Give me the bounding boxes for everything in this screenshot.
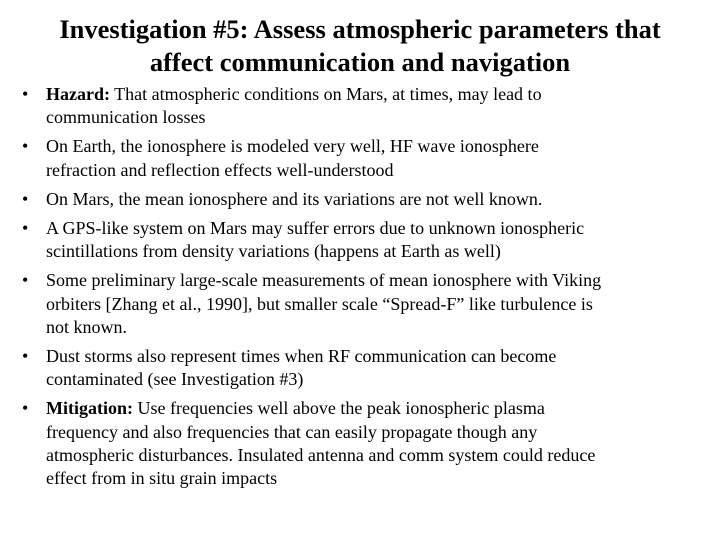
bullet-line	[46, 135, 712, 158]
bullet-item	[22, 188, 712, 211]
bullet-dot: •	[22, 270, 29, 291]
bullet-text: That atmospheric conditions on Mars, at times, may lead to	[109, 84, 542, 104]
bullet-text: contaminated (see Investigation #3)	[46, 369, 304, 390]
bullet-line	[46, 345, 712, 368]
bullet-item	[22, 397, 712, 490]
bullet-text: Use frequencies well above the peak ionospheric plasma	[133, 398, 545, 419]
bullet-text: A GPS-like system on Mars may suffer errors due to unknown ionospheric	[46, 218, 585, 239]
bullet-text: refraction and reflection effects well-understood	[46, 159, 394, 180]
bullet-line	[46, 316, 712, 339]
slide-title-line-2: affect communication and navigation	[149, 47, 571, 77]
bullet-text: not known.	[46, 316, 127, 337]
bullet-dot: •	[22, 218, 29, 239]
bullet-line	[46, 269, 712, 292]
bullet-dot: •	[22, 136, 29, 157]
bullet-text: Some preliminary large-scale measurements of mean ionosphere with Viking	[46, 270, 602, 291]
bullet-text: Dust storms also represent times when RF communication can become	[46, 346, 557, 367]
bullet-line	[46, 421, 712, 444]
bullet-line	[46, 83, 712, 106]
bullet-line	[46, 106, 712, 129]
bullet-text: atmospheric disturbances. Insulated antenna and comm system could reduce	[46, 444, 596, 465]
bullet-dot: •	[22, 398, 29, 419]
bullet-line	[46, 397, 712, 420]
bullet-label: Hazard:	[46, 84, 110, 104]
bullet-text: communication losses	[46, 107, 206, 128]
bullet-dot: •	[22, 188, 29, 209]
bullet-item	[22, 345, 712, 391]
bullet-text: frequency and also frequencies that can easily propagate though any	[46, 421, 538, 442]
bullet-dot: •	[22, 84, 29, 104]
bullet-line	[46, 240, 712, 263]
bullet-item	[22, 217, 712, 263]
bullet-line	[46, 368, 712, 391]
bullet-item	[22, 83, 712, 129]
bullet-line	[46, 217, 712, 240]
bullet-text: On Earth, the ionosphere is modeled very well, HF wave ionosphere	[46, 136, 539, 157]
bullet-dot: •	[22, 346, 29, 367]
bullet-item	[22, 135, 712, 181]
bullet-line	[46, 188, 712, 211]
slide-title-line-1: Investigation #5: Assess atmospheric parameters that	[59, 14, 661, 44]
bullet-text: orbiters [Zhang et al., 1990], but smaller scale “Spread-F” like turbulence is	[46, 293, 593, 314]
bullet-line	[46, 444, 712, 467]
bullet-list	[22, 83, 712, 496]
bullet-line	[46, 467, 712, 490]
bullet-text: On Mars, the mean ionosphere and its variations are not well known.	[46, 188, 543, 209]
bullet-text: scintillations from density variations (happens at Earth as well)	[46, 241, 501, 262]
bullet-line	[46, 159, 712, 182]
bullet-label: Mitigation:	[46, 398, 133, 419]
bullet-text: effect from in situ grain impacts	[46, 468, 278, 489]
bullet-item	[22, 269, 712, 339]
slide-title	[20, 13, 700, 79]
bullet-line	[46, 293, 712, 316]
